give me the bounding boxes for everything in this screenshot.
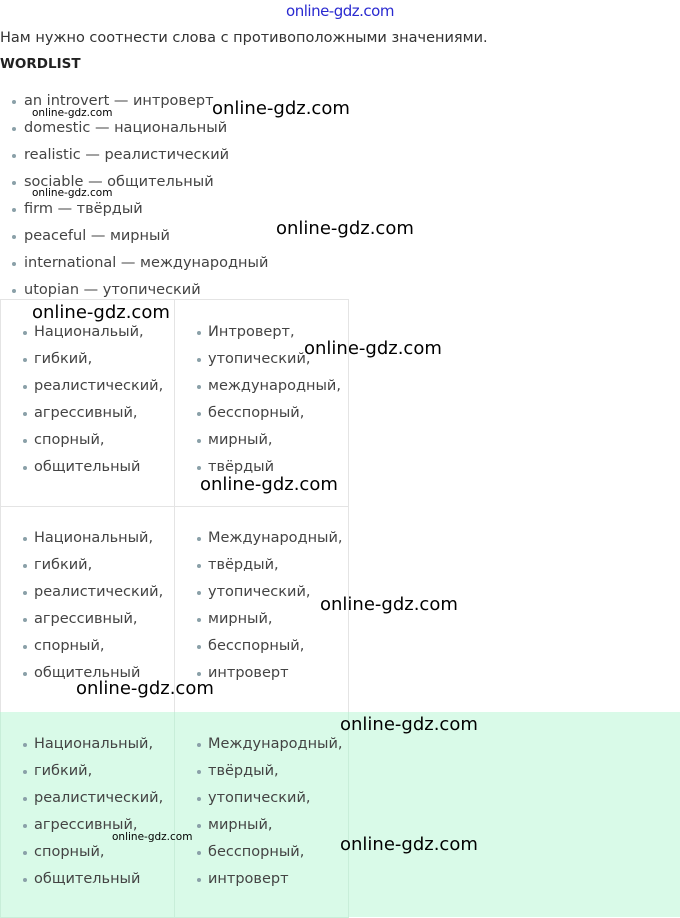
- bullet-icon: [197, 797, 201, 801]
- bullet-icon: [23, 672, 27, 676]
- bullet-icon: [23, 851, 27, 855]
- bullet-icon: [197, 591, 201, 595]
- list-item: спорный,: [1, 427, 163, 454]
- bullet-icon: [23, 358, 27, 362]
- watermark: online-gdz.com: [112, 831, 193, 843]
- bullet-icon: [197, 439, 201, 443]
- bullet-icon: [197, 618, 201, 622]
- bullet-icon: [23, 331, 27, 335]
- bullet-icon: [23, 439, 27, 443]
- bullet-icon: [23, 743, 27, 747]
- list-item: международный,: [175, 373, 341, 400]
- bullet-icon: [12, 262, 16, 266]
- watermark: online-gdz.com: [76, 678, 214, 699]
- bullet-icon: [23, 564, 27, 568]
- list-item: domestic — национальный: [0, 115, 268, 142]
- bullet-icon: [197, 537, 201, 541]
- list-item: мирный,: [175, 606, 343, 633]
- bullet-icon: [12, 289, 16, 293]
- watermark: online-gdz.com: [212, 98, 350, 119]
- watermark: online-gdz.com: [304, 338, 442, 359]
- bullet-icon: [23, 645, 27, 649]
- bullet-icon: [23, 385, 27, 389]
- list-item: Национальый,: [1, 319, 163, 346]
- list-item: мирный,: [175, 812, 343, 839]
- watermark: online-gdz.com: [320, 594, 458, 615]
- list-item: спорный,: [1, 839, 163, 866]
- bullet-icon: [23, 824, 27, 828]
- list-item: агрессивный,: [1, 812, 163, 839]
- list-item: реалистический,: [1, 373, 163, 400]
- bullet-icon: [23, 537, 27, 541]
- bullet-icon: [23, 618, 27, 622]
- bullet-icon: [23, 466, 27, 470]
- bullet-icon: [197, 466, 201, 470]
- bullet-icon: [12, 235, 16, 239]
- list-item: utopian — утопический: [0, 277, 268, 304]
- list-item: реалистический,: [1, 579, 163, 606]
- bullet-icon: [197, 385, 201, 389]
- list-item: peaceful — мирный: [0, 223, 268, 250]
- list-item: агрессивный,: [1, 400, 163, 427]
- list-item: утопический,: [175, 579, 343, 606]
- list-item: Международный,: [175, 525, 343, 552]
- site-header-link[interactable]: online-gdz.com: [286, 2, 394, 20]
- watermark: online-gdz.com: [32, 107, 113, 119]
- list-item: гибкий,: [1, 552, 163, 579]
- bullet-icon: [197, 851, 201, 855]
- list-item: интроверт: [175, 866, 343, 893]
- list-item: бесспорный,: [175, 633, 343, 660]
- bullet-icon: [12, 181, 16, 185]
- bullet-icon: [197, 645, 201, 649]
- answer-column-left: [1, 712, 174, 917]
- bullet-icon: [12, 154, 16, 158]
- list-item: общительный: [1, 454, 163, 481]
- list-item: утопический,: [175, 346, 341, 373]
- bullet-icon: [197, 878, 201, 882]
- watermark: online-gdz.com: [200, 474, 338, 495]
- list-item: бесспорный,: [175, 400, 341, 427]
- list-item: international — международный: [0, 250, 268, 277]
- bullet-icon: [23, 878, 27, 882]
- bullet-icon: [23, 770, 27, 774]
- list-item: реалистический,: [1, 785, 163, 812]
- answer-highlight-background: [347, 712, 680, 917]
- bullet-icon: [197, 412, 201, 416]
- list-item: общительный: [1, 866, 163, 893]
- intro-text: Нам нужно соотнести слова с противоположными значениями.: [0, 30, 488, 46]
- watermark: online-gdz.com: [340, 714, 478, 735]
- list-item: гибкий,: [1, 758, 163, 785]
- list-item: спорный,: [1, 633, 163, 660]
- list-item: твёрдый,: [175, 552, 343, 579]
- bullet-icon: [197, 358, 201, 362]
- bullet-icon: [197, 672, 201, 676]
- list-item: firm — твёрдый: [0, 196, 268, 223]
- list-item: sociable — общительный: [0, 169, 268, 196]
- answer-column-left: [1, 300, 174, 506]
- wordlist-title: WORDLIST: [0, 56, 81, 72]
- list-item: бесспорный,: [175, 839, 343, 866]
- watermark: online-gdz.com: [276, 218, 414, 239]
- bullet-icon: [197, 564, 201, 568]
- list-item: Национальный,: [1, 525, 163, 552]
- bullet-icon: [197, 824, 201, 828]
- list-item: твёрдый,: [175, 758, 343, 785]
- list-item: интроверт: [175, 660, 343, 687]
- list-item: утопический,: [175, 785, 343, 812]
- bullet-icon: [23, 797, 27, 801]
- list-item: Национальный,: [1, 731, 163, 758]
- list-item: realistic — реалистический: [0, 142, 268, 169]
- watermark: online-gdz.com: [32, 187, 113, 199]
- bullet-icon: [197, 331, 201, 335]
- list-item: Международный,: [175, 731, 343, 758]
- bullet-icon: [12, 100, 16, 104]
- list-item: мирный,: [175, 427, 341, 454]
- list-item: агрессивный,: [1, 606, 163, 633]
- bullet-icon: [197, 743, 201, 747]
- bullet-icon: [23, 412, 27, 416]
- answer-column-right: [174, 712, 348, 917]
- list-item: твёрдый: [175, 454, 341, 481]
- bullet-icon: [12, 208, 16, 212]
- bullet-icon: [12, 127, 16, 131]
- list-item: общительный: [1, 660, 163, 687]
- list-item: гибкий,: [1, 346, 163, 373]
- bullet-icon: [197, 770, 201, 774]
- list-item: Интроверт,: [175, 319, 341, 346]
- watermark: online-gdz.com: [32, 302, 170, 323]
- watermark: online-gdz.com: [340, 834, 478, 855]
- answer-option-3-correct: [0, 712, 349, 918]
- bullet-icon: [23, 591, 27, 595]
- list-item: an introvert — интроверт: [0, 88, 268, 115]
